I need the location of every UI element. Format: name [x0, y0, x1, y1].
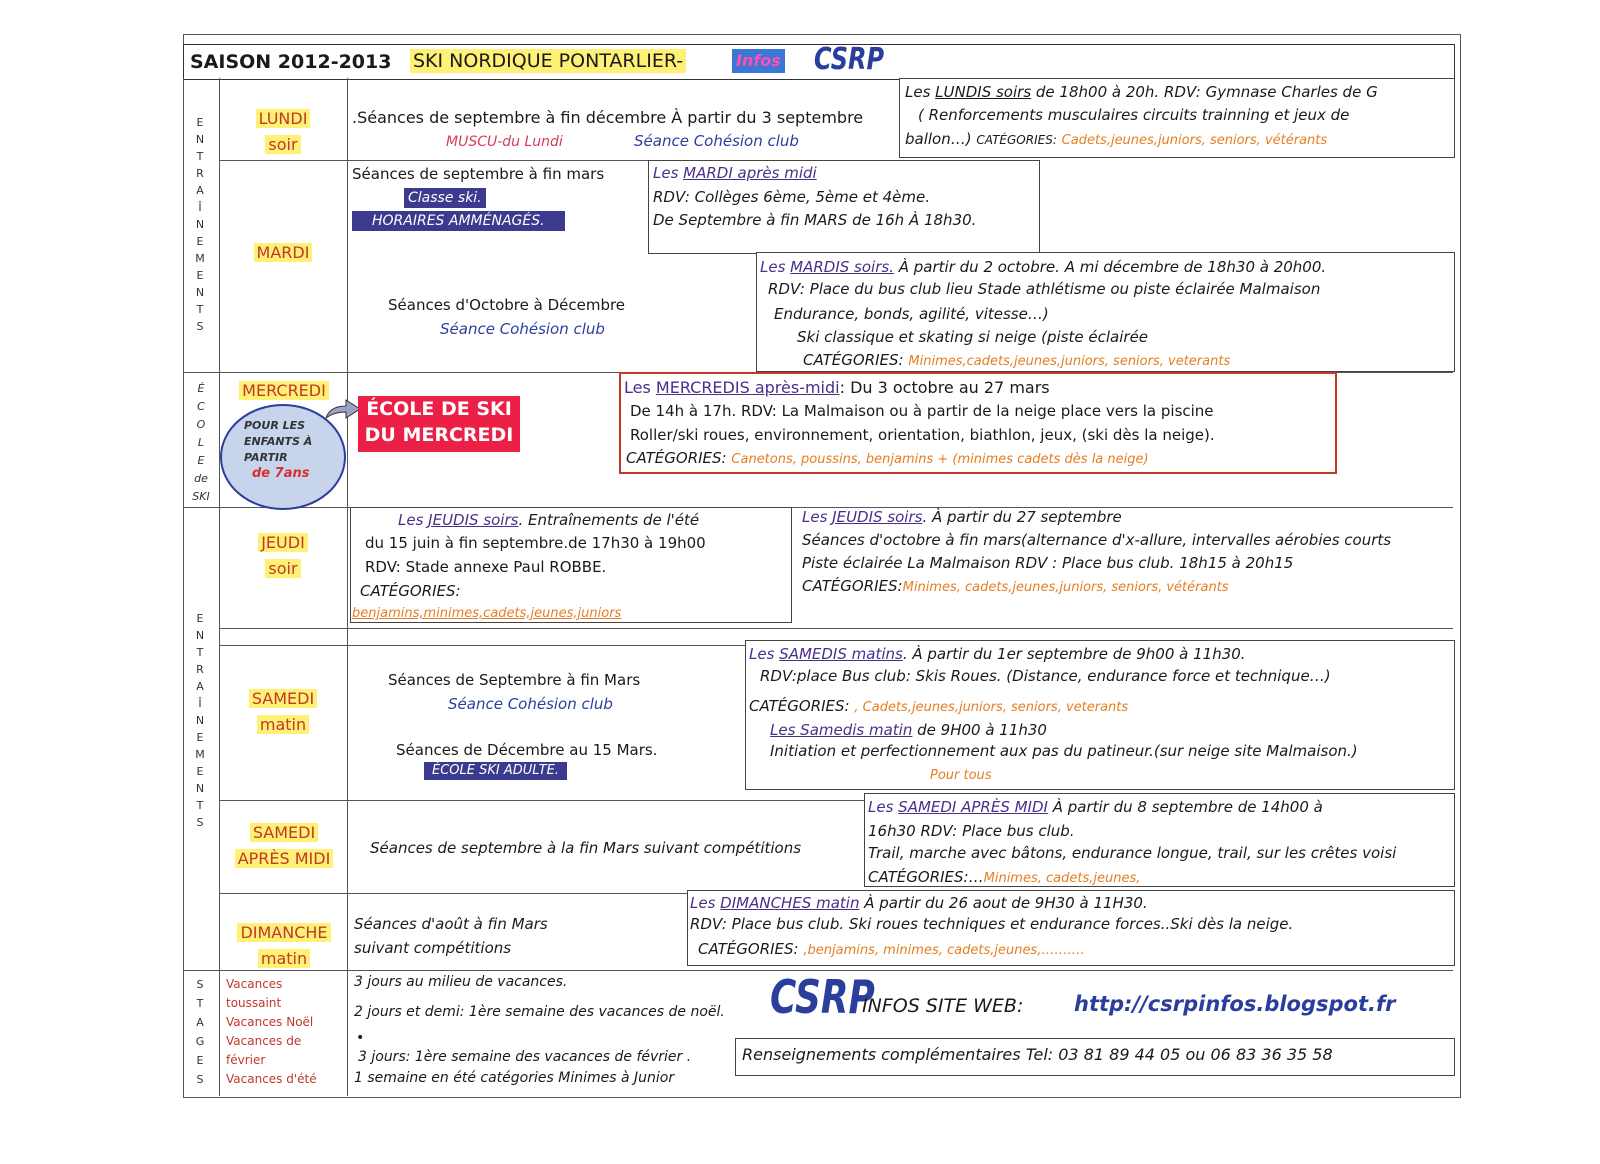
lundi-box-line3: ballon…) CATÉGORIES: Cadets,jeunes,juniors, seniors, vétérants [905, 130, 1328, 148]
mardi-soir-categories: CATÉGORIES: Minimes,cadets,jeunes,juniors, seniors, veterants [803, 351, 1231, 369]
samedi-sub-line2: Initiation et perfectionnement aux pas du patineur.(sur neige site Malmaison.) [770, 742, 1358, 760]
day-label-mercredi: MERCREDI [228, 378, 340, 404]
grid-line [347, 78, 348, 1096]
samedi-am-line3: Trail, marche avec bâtons, endurance longue, trail, sur les crêtes voisi [868, 844, 1397, 862]
stages-line1: 3 jours au milieu de vacances. [354, 974, 568, 990]
day-label-dimanche: DIMANCHE matin [222, 920, 346, 972]
mardi-soir-line4: Ski classique et skating si neige (piste éclairée [797, 328, 1149, 346]
side-label-entrainements-2: E N T R A Î N E M E N T S [195, 612, 205, 829]
samedi-am-seances: Séances de septembre à la fin Mars suivant compétitions [370, 839, 802, 857]
mardi-am-title: Les MARDI après midi [653, 164, 817, 182]
samedi-am-title: Les SAMEDI APRÈS MIDI À partir du 8 septembre de 14h00 à [868, 798, 1323, 816]
stages-line4: 1 semaine en été catégories Minimes à Junior [354, 1070, 675, 1086]
header-bar [183, 44, 1455, 80]
infos-label: Infos [732, 49, 785, 73]
samedi-title: Les SAMEDIS matins. À partir du 1er septembre de 9h00 à 11h30. [749, 645, 1246, 663]
jeudi-ete-title: Les JEUDIS soirs. Entraînements de l'été [398, 511, 700, 529]
dimanche-seances2: suivant compétitions [354, 939, 512, 957]
ecole-ski-banner: ÉCOLE DE SKI DU MERCREDI [358, 396, 520, 452]
side-label-entrainements: E N T R A Î N E M E N T S [195, 116, 205, 333]
jeudi-ete-categories: benjamins,minimes,cadets,jeunes,juniors [352, 606, 622, 621]
day-label-samedi-apres-midi: SAMEDI APRÈS MIDI [222, 820, 346, 872]
header-title: SKI NORDIQUE PONTARLIER- [410, 49, 686, 73]
lundi-box-line2: ( Renforcements musculaires circuits trainning et jeux de [918, 106, 1350, 124]
day-label-samedi: SAMEDI matin [236, 686, 330, 738]
day-label-mardi: MARDI [240, 240, 326, 266]
jeudi-categories: CATÉGORIES:Minimes, cadets,jeunes,juniors, seniors, vétérants [802, 577, 1229, 595]
jeudi-ete-line3: RDV: Stade annexe Paul ROBBE. [365, 558, 607, 576]
mardi-oct-cohesion: Séance Cohésion club [440, 320, 605, 338]
samedi-line2: RDV:place Bus club: Skis Roues. (Distance, endurance force et technique…) [760, 667, 1331, 685]
side-label-ecole: É C O L E de SKI [192, 382, 210, 503]
csrp-logo-footer: CSRP [770, 970, 875, 1024]
dimanche-title: Les DIMANCHES matin À partir du 26 aout de 9H30 à 11H30. [690, 894, 1148, 912]
samedi-sub-title: Les Samedis matin de 9H00 à 11h30 [770, 721, 1047, 739]
jeudi-ete-cat-label: CATÉGORIES: [360, 582, 461, 600]
mardi-seances: Séances de septembre à fin mars [352, 165, 605, 183]
mardi-am-line3: De Septembre à fin MARS de 16h À 18h30. [653, 211, 977, 229]
mercredi-line3: Roller/ski roues, environnement, orientation, biathlon, jeux, (ski dès la neige). [630, 426, 1215, 444]
age-bubble-text: POUR LES ENFANTS À PARTIR de 7ans [244, 419, 313, 481]
samedi-am-categories: CATÉGORIES:…Minimes, cadets,jeunes, [868, 868, 1141, 886]
site-label: INFOS SITE WEB: [862, 995, 1024, 1017]
mercredi-title: Les MERCREDIS après-midi: Du 3 octobre au 27 mars [624, 378, 1050, 397]
side-label-stages: S T A G E S [195, 978, 205, 1086]
mardi-soir-line2: RDV: Place du bus club lieu Stade athlétisme ou piste éclairée Malmaison [768, 280, 1321, 298]
day-label-lundi: LUNDI soir [240, 106, 326, 158]
dimanche-categories: CATÉGORIES: ,benjamins, minimes, cadets,jeunes,………. [698, 940, 1085, 958]
mercredi-line2: De 14h à 17h. RDV: La Malmaison ou à partir de la neige place vers la piscine [630, 402, 1214, 420]
samedi-pour-tous: Pour tous [930, 768, 992, 783]
stages-bullet: • [356, 1030, 365, 1046]
jeudi-ete-line2: du 15 juin à fin septembre.de 17h30 à 19h00 [365, 534, 706, 552]
day-label-jeudi: JEUDI soir [240, 530, 326, 582]
mardi-soir-title: Les MARDIS soirs. À partir du 2 octobre. A mi décembre de 18h30 à 20h00. [760, 258, 1327, 276]
jeudi-line3: Piste éclairée La Malmaison RDV : Place bus club. 18h15 à 20h15 [802, 554, 1294, 572]
samedi-am-line2: 16h30 RDV: Place bus club. [868, 822, 1075, 840]
season-label: SAISON 2012-2013 [190, 51, 392, 73]
lundi-cohesion: Séance Cohésion club [634, 132, 799, 150]
stages-line2: 2 jours et demi: 1ère semaine des vacances de noël. [354, 1004, 725, 1020]
stages-vacances-list: Vacances toussaint Vacances Noël Vacances de février Vacances d'été [226, 977, 317, 1086]
mardi-soir-line3: Endurance, bonds, agilité, vitesse…) [774, 305, 1049, 323]
lundi-box-title: Les LUNDIS soirs de 18h00 à 20h. RDV: Gymnase Charles de G [905, 83, 1378, 101]
jeudi-title: Les JEUDIS soirs. À partir du 27 septembre [802, 508, 1122, 526]
samedi-seances1: Séances de Septembre à fin Mars [388, 671, 641, 689]
samedi-categories: CATÉGORIES: , Cadets,jeunes,juniors, seniors, veterants [749, 697, 1129, 715]
mardi-horaires: HORAIRES AMMÉNAGÉS. [352, 211, 565, 231]
grid-line [219, 78, 220, 1096]
samedi-cohesion: Séance Cohésion club [448, 695, 613, 713]
contact-info: Renseignements complémentaires Tel: 03 81 89 44 05 ou 06 83 36 35 58 [742, 1045, 1333, 1064]
website-link[interactable]: http://csrpinfos.blogspot.fr [1074, 992, 1396, 1016]
samedi-ecole-adulte: ÉCOLE SKI ADULTE. [424, 762, 567, 780]
mardi-oct-seances: Séances d'Octobre à Décembre [388, 296, 626, 314]
samedi-seances2: Séances de Décembre au 15 Mars. [396, 741, 658, 759]
mardi-am-line2: RDV: Collèges 6ème, 5ème et 4ème. [653, 188, 930, 206]
jeudi-line2: Séances d'octobre à fin mars(alternance d'x-allure, intervalles aérobies courts [802, 531, 1392, 549]
grid-line [183, 78, 184, 1096]
stages-line3: 3 jours: 1ère semaine des vacances de février . [358, 1049, 692, 1065]
mardi-classe-ski: Classe ski. [404, 188, 486, 208]
dimanche-seances1: Séances d'août à fin Mars [354, 915, 548, 933]
grid-line [219, 628, 1453, 629]
csrp-logo: CSRP [814, 42, 885, 77]
lundi-seances: .Séances de septembre à fin décembre À partir du 3 septembre [352, 108, 864, 127]
mercredi-categories: CATÉGORIES: Canetons, poussins, benjamins + (minimes cadets dès la neige) [626, 449, 1149, 467]
dimanche-line2: RDV: Place bus club. Ski roues techniques et endurance forces..Ski dès la neige. [690, 915, 1294, 933]
lundi-muscu: MUSCU-du Lundi [446, 134, 563, 150]
